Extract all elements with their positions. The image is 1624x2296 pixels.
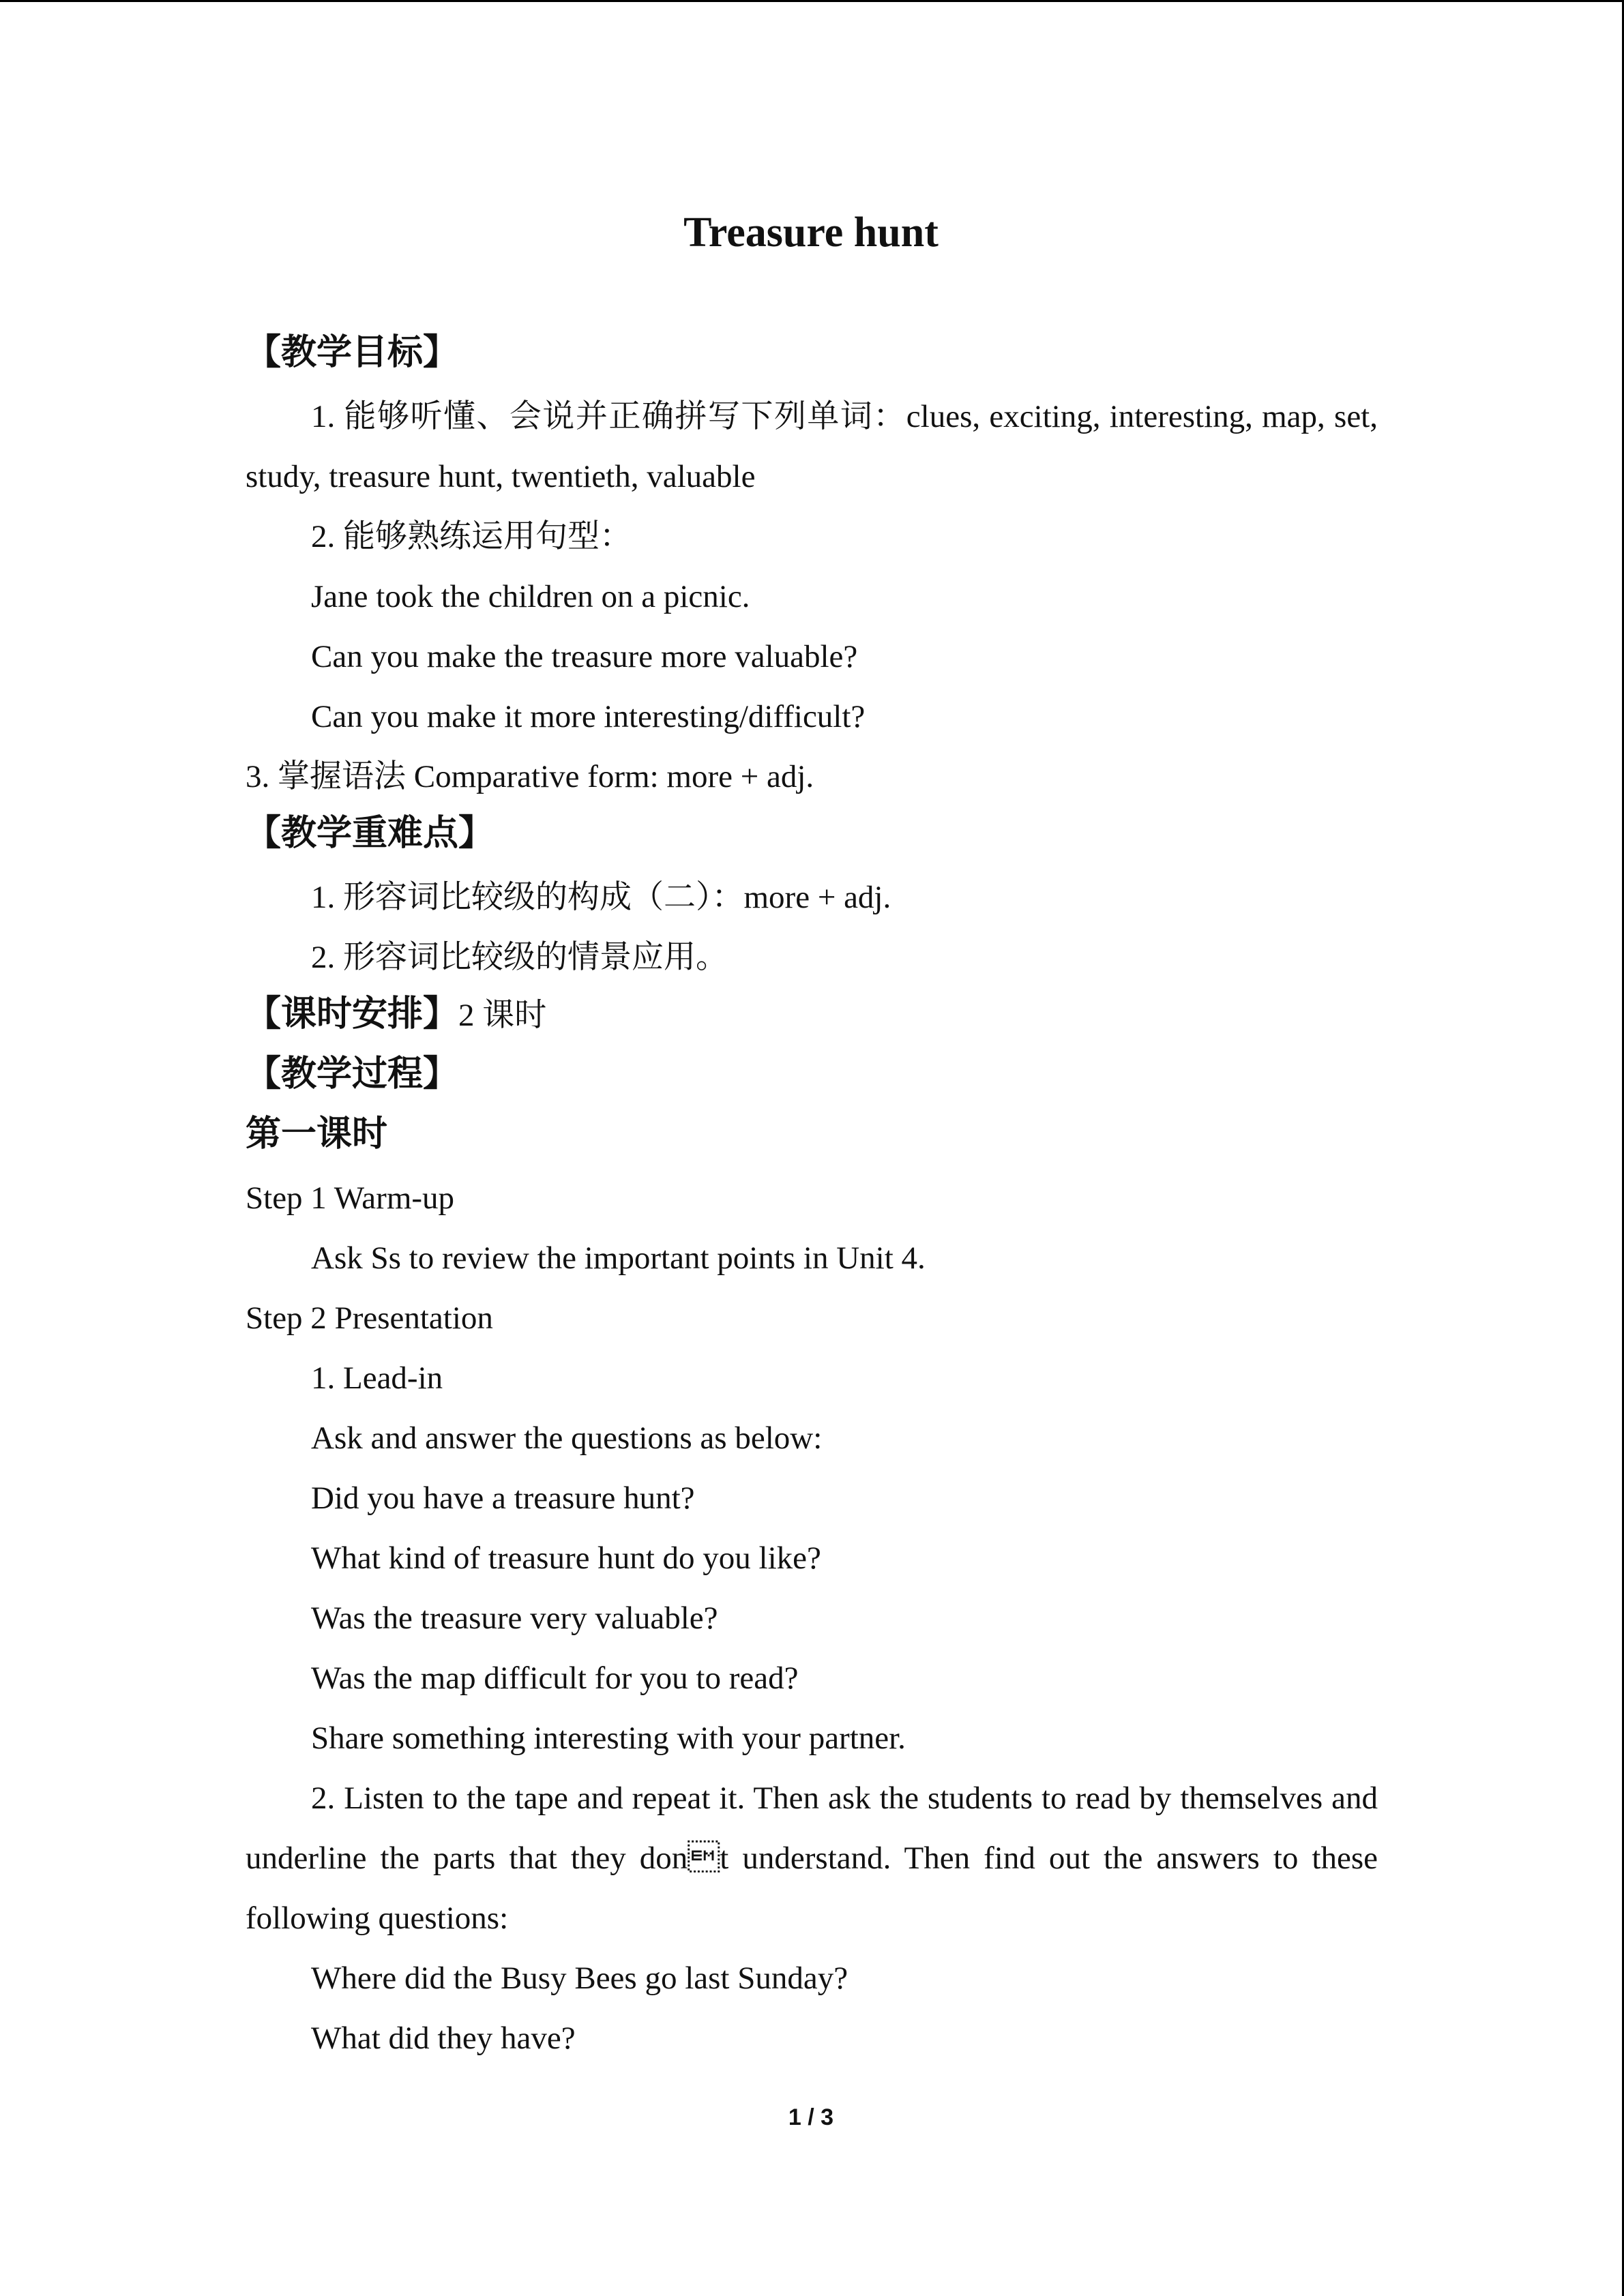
- sentence-2: Can you make the treasure more valuable?: [311, 639, 858, 674]
- schedule-heading-label: 【课时安排】: [246, 994, 459, 1034]
- goal-2: 2. 能够熟练运用句型：: [311, 519, 632, 554]
- goal-1-line-2: study, treasure hunt, twentieth, valuable: [246, 459, 756, 494]
- sentence-3: Can you make it more interesting/difficult?: [311, 699, 866, 734]
- heading-teaching-process: 【教学过程】: [246, 1054, 459, 1094]
- step-1-title: Step 1 Warm-up: [246, 1180, 455, 1216]
- document-title: Treasure hunt: [683, 209, 939, 256]
- listen-line-1: 2. Listen to the tape and repeat it. Then ask the students to read by themselves and: [311, 1780, 1378, 1816]
- question-2: What kind of treasure hunt do you like?: [311, 1540, 821, 1576]
- schedule-value: 2 课时: [458, 998, 547, 1033]
- ask-and-answer: Ask and answer the questions as below:: [311, 1420, 823, 1456]
- heading-schedule: [246, 992, 546, 1037]
- step-2-title: Step 2 Presentation: [246, 1300, 493, 1336]
- heading-key-points: 【教学重难点】: [246, 813, 494, 854]
- key-point-1: 1. 形容词比较级的构成（二）：more + adj.: [311, 880, 891, 915]
- question-6: What did they have?: [311, 2021, 576, 2056]
- step-1-text: Ask Ss to review the important points in Unit 4.: [311, 1240, 926, 1276]
- question-4: Was the map difficult for you to read?: [311, 1660, 799, 1696]
- goal-3: 3. 掌握语法 Comparative form: more + adj.: [246, 759, 814, 794]
- page-number: 1 / 3: [788, 2104, 834, 2130]
- share-prompt: Share something interesting with your partner.: [311, 1720, 906, 1756]
- question-1: Did you have a treasure hunt?: [311, 1480, 695, 1516]
- goal-1-line-1: 1. 能够听懂、会说并正确拼写下列单词：clues, exciting, interesting, map, set,: [311, 399, 1378, 434]
- question-5: Where did the Busy Bees go last Sunday?: [311, 1960, 848, 1996]
- lead-in: 1. Lead-in: [311, 1360, 443, 1396]
- heading-teaching-goals: 【教学目标】: [246, 332, 459, 373]
- sentence-1: Jane took the children on a picnic.: [311, 579, 750, 614]
- key-point-2: 2. 形容词比较级的情景应用。: [311, 940, 728, 975]
- listen-line-3: following questions:: [246, 1900, 509, 1936]
- heading-lesson-1: 第一课时: [246, 1114, 388, 1154]
- listen-line-2: underline the parts that they dont understand. Then find out the answers to these: [246, 1840, 1378, 1876]
- question-3: Was the treasure very valuable?: [311, 1600, 718, 1636]
